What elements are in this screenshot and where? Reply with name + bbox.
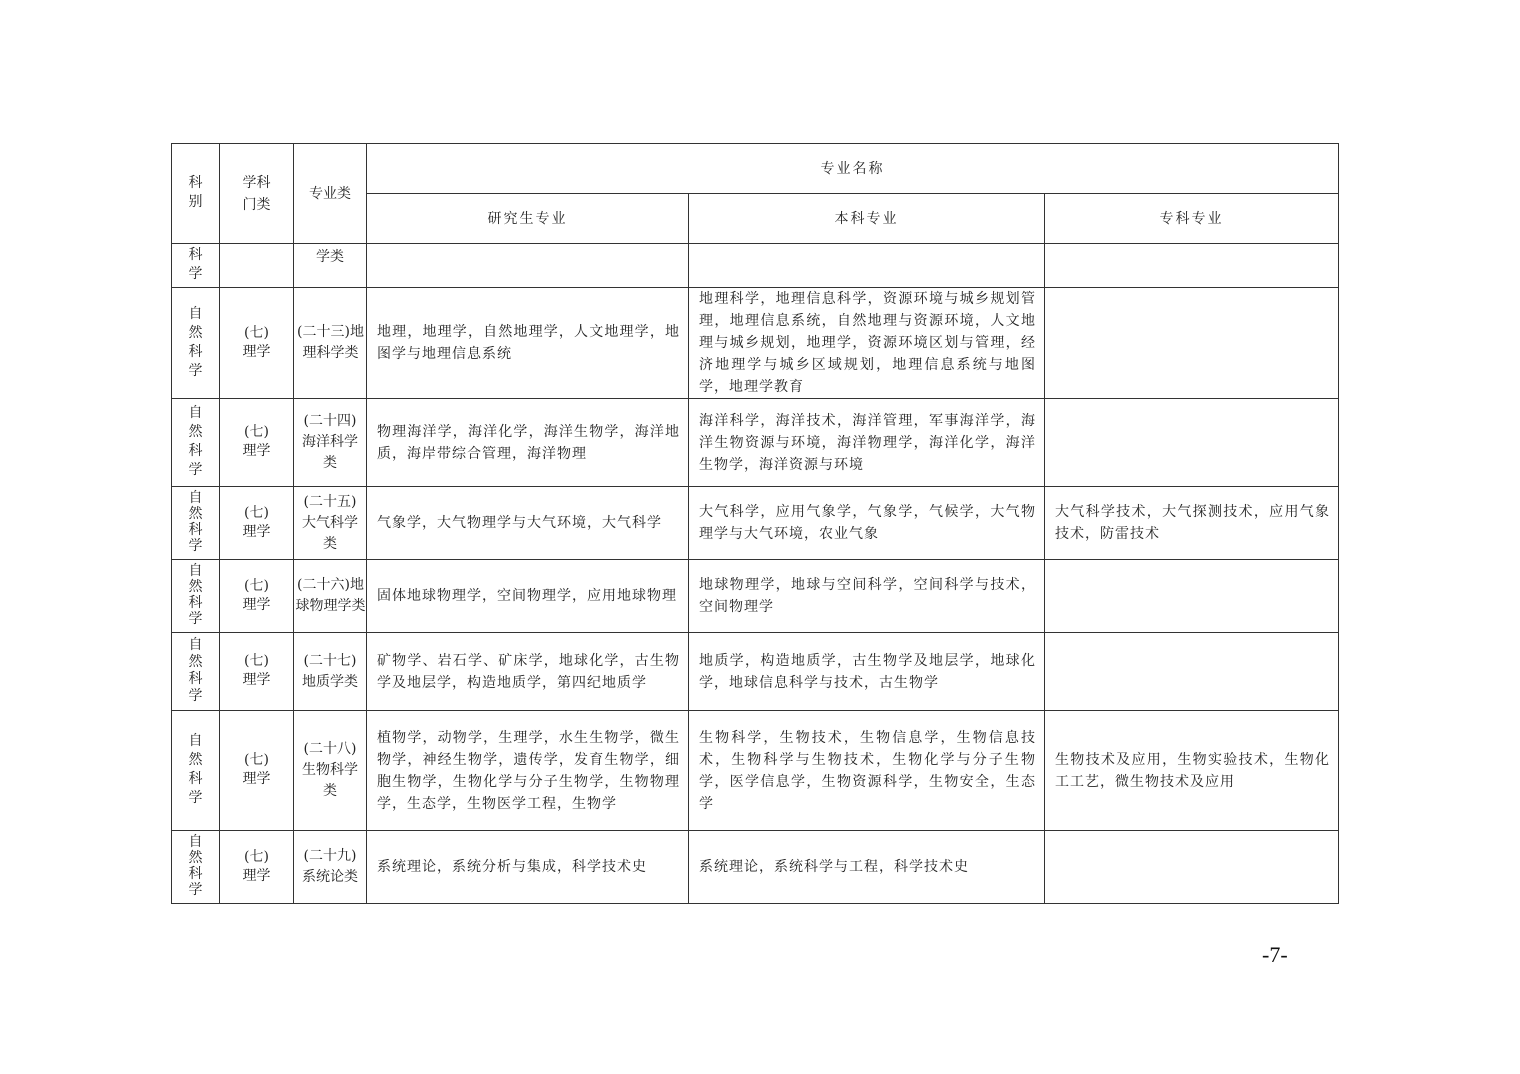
cell-menlei: (七)理学 <box>220 288 294 399</box>
cell-menlei: (七)理学 <box>220 399 294 487</box>
header-zhuanke: 专科专业 <box>1045 194 1339 244</box>
cell-college <box>1045 244 1339 288</box>
table-row <box>172 399 1339 487</box>
table-row <box>172 487 1339 560</box>
cell-category: (二十四)海洋科学类 <box>294 399 367 487</box>
cell-college <box>1045 560 1339 633</box>
cell-undergrad: 地球物理学，地球与空间科学，空间科学与技术，空间物理学 <box>689 560 1045 633</box>
cell-undergrad: 地理科学，地理信息科学，资源环境与城乡规划管理，地理信息系统，自然地理与资源环境，人文地理与城乡规划，地理学，资源环境区划与管理，经济地理学与城乡区域规划，地理信息系统与地图学，地理学教育 <box>689 288 1045 399</box>
cell-kebie: 自然科学 <box>172 831 220 904</box>
cell-undergrad: 海洋科学，海洋技术，海洋管理，军事海洋学，海洋生物资源与环境，海洋物理学，海洋化学，海洋生物学，海洋资源与环境 <box>689 399 1045 487</box>
cell-kebie: 自然科学 <box>172 487 220 560</box>
cell-undergrad: 大气科学，应用气象学，气象学，气候学，大气物理学与大气环境，农业气象 <box>689 487 1045 560</box>
cell-postgrad: 物理海洋学，海洋化学，海洋生物学，海洋地质，海岸带综合管理，海洋物理 <box>367 399 689 487</box>
table-row <box>172 288 1339 399</box>
cell-kebie: 自然科学 <box>172 399 220 487</box>
cell-undergrad: 生物科学，生物技术，生物信息学，生物信息技术，生物科学与生物技术，生物化学与分子生物学，医学信息学，生物资源科学，生物安全，生态学 <box>689 711 1045 831</box>
cell-undergrad <box>689 244 1045 288</box>
table-row <box>172 633 1339 711</box>
header-row-1 <box>172 144 1339 194</box>
cell-kebie: 自然科学 <box>172 288 220 399</box>
cell-category: (二十三)地理科学类 <box>294 288 367 399</box>
cell-undergrad: 系统理论，系统科学与工程，科学技术史 <box>689 831 1045 904</box>
header-zhuanyelei: 专业类 <box>294 144 367 244</box>
cell-category: (二十七)地质学类 <box>294 633 367 711</box>
cell-kebie: 自然科学 <box>172 633 220 711</box>
majors-table <box>171 143 1339 904</box>
table-row <box>172 560 1339 633</box>
cell-menlei: (七)理学 <box>220 487 294 560</box>
cell-category: (二十八)生物科学类 <box>294 711 367 831</box>
cell-menlei: (七)理学 <box>220 560 294 633</box>
cell-college: 大气科学技术，大气探测技术，应用气象技术，防雷技术 <box>1045 487 1339 560</box>
table-row <box>172 711 1339 831</box>
cell-category: (二十五)大气科学类 <box>294 487 367 560</box>
header-kebie: 科别 <box>172 144 220 244</box>
header-yanjiusheng: 研究生专业 <box>367 194 689 244</box>
cell-college <box>1045 633 1339 711</box>
cell-kebie: 自然科学 <box>172 711 220 831</box>
cell-postgrad: 固体地球物理学，空间物理学，应用地球物理 <box>367 560 689 633</box>
cell-menlei: (七)理学 <box>220 633 294 711</box>
cell-college <box>1045 399 1339 487</box>
header-benke: 本科专业 <box>689 194 1045 244</box>
header-zhuanye-mingcheng: 专业名称 <box>367 144 1339 194</box>
cell-postgrad: 植物学，动物学，生理学，水生生物学，微生物学，神经生物学，遗传学，发育生物学，细胞生物学，生物化学与分子生物学，生物物理学，生态学，生物医学工程，生物学 <box>367 711 689 831</box>
cell-college <box>1045 288 1339 399</box>
cell-postgrad: 气象学，大气物理学与大气环境，大气科学 <box>367 487 689 560</box>
cell-undergrad: 地质学，构造地质学，古生物学及地层学，地球化学，地球信息科学与技术，古生物学 <box>689 633 1045 711</box>
table-row <box>172 244 1339 288</box>
cell-category: (二十九)系统论类 <box>294 831 367 904</box>
table-row <box>172 831 1339 904</box>
cell-menlei: (七)理学 <box>220 711 294 831</box>
cell-kebie: 科学 <box>172 244 220 288</box>
cell-menlei: (七)理学 <box>220 831 294 904</box>
cell-postgrad <box>367 244 689 288</box>
cell-postgrad: 矿物学、岩石学、矿床学，地球化学，古生物学及地层学，构造地质学，第四纪地质学 <box>367 633 689 711</box>
cell-kebie: 自然科学 <box>172 560 220 633</box>
page-number: -7- <box>1262 942 1288 967</box>
cell-college: 生物技术及应用，生物实验技术，生物化工工艺，微生物技术及应用 <box>1045 711 1339 831</box>
header-menlei: 学科门类 <box>220 144 294 244</box>
cell-postgrad: 地理，地理学，自然地理学，人文地理学，地图学与地理信息系统 <box>367 288 689 399</box>
cell-category: (二十六)地球物理学类 <box>294 560 367 633</box>
cell-postgrad: 系统理论，系统分析与集成，科学技术史 <box>367 831 689 904</box>
cell-menlei <box>220 244 294 288</box>
cell-category: 学类 <box>294 244 367 288</box>
cell-college <box>1045 831 1339 904</box>
